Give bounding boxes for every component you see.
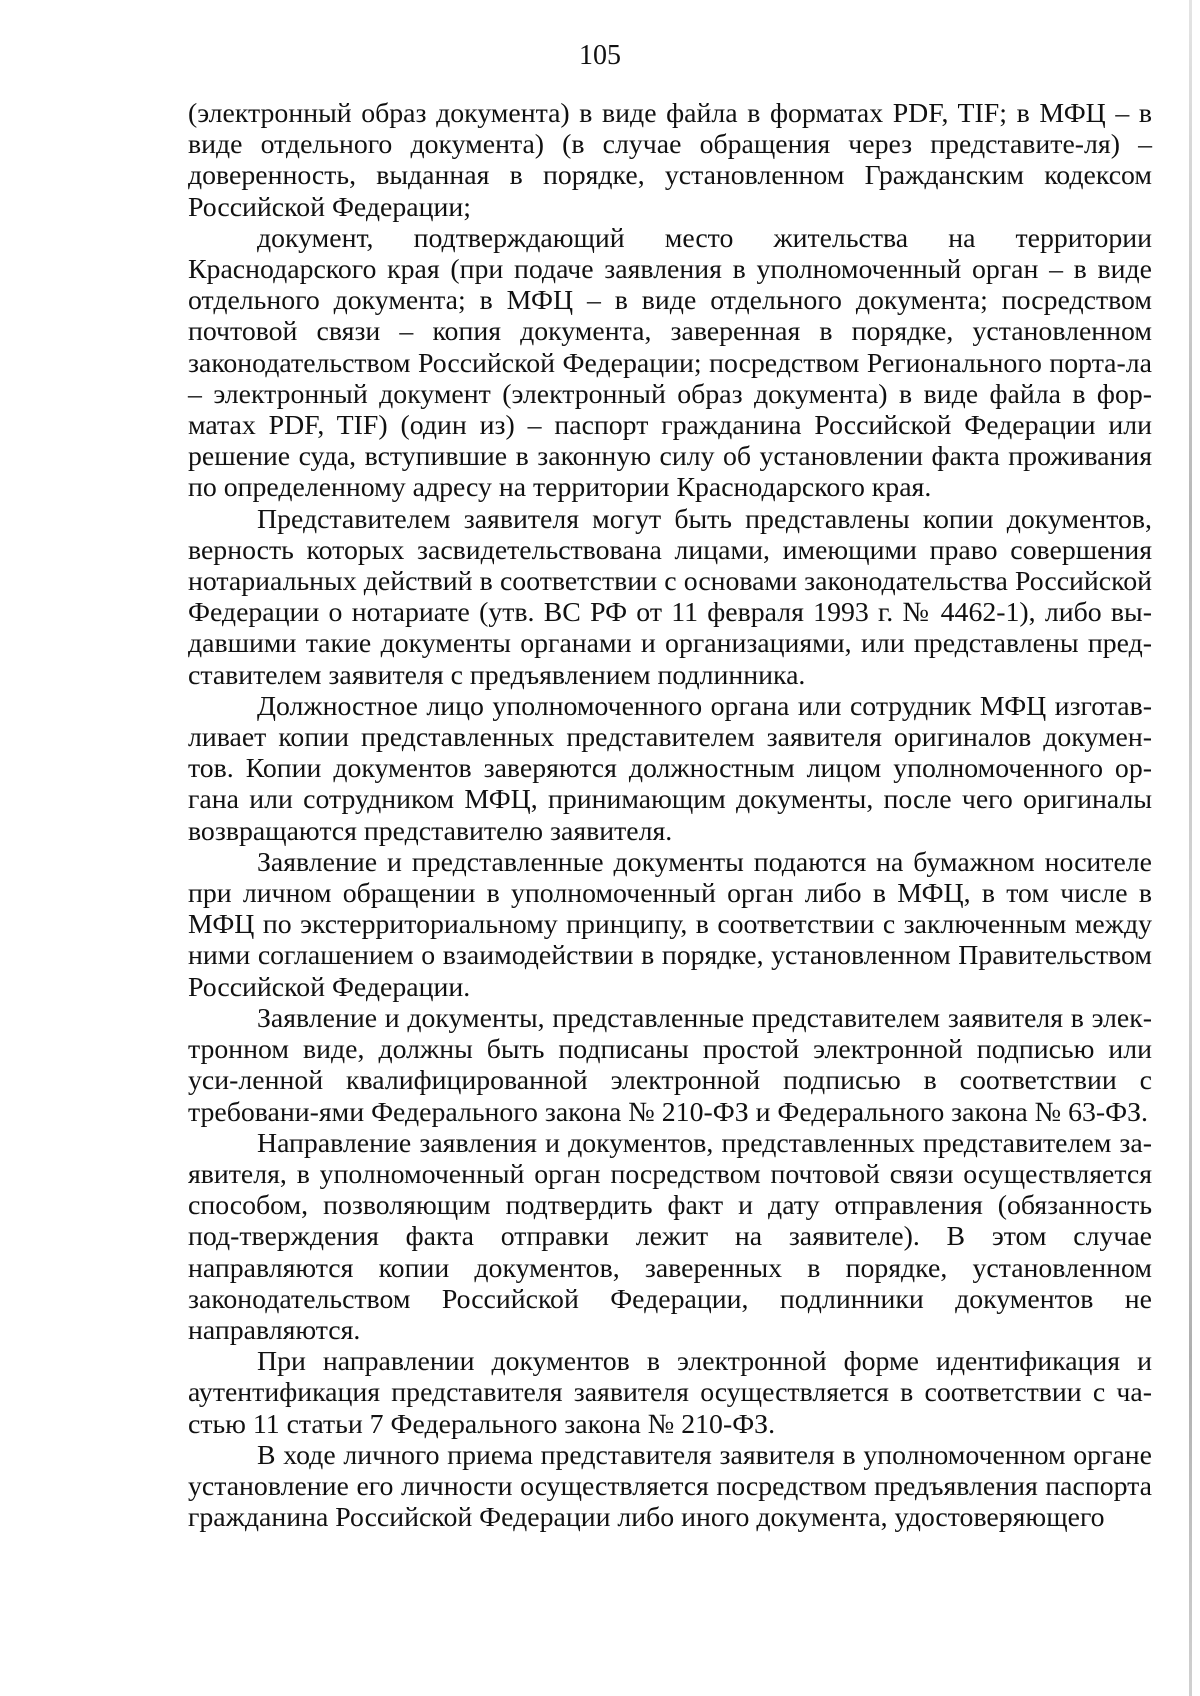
paragraph-5: Заявление и представленные документы подаются на бумажном носителе при личном обращении в уполномоченный орган либо в МФЦ, в том числе в МФЦ по экстерриториальному принципу, в соответствии с заключенным между ними соглашением о взаимодействии в порядке, установленном Правительством Российской Федерации.: [188, 846, 1152, 1003]
paragraph-1: (электронный образ документа) в виде файла в форматах PDF, TIF; в МФЦ – в виде отдельного документа) (в случае обращения через представите-ля) – доверенность, выданная в порядке, установленном Гражданским кодексом Российской Федерации;: [188, 98, 1152, 223]
paragraph-9: В ходе личного приема представителя заявителя в уполномоченном органе установление его личности осуществляется посредством предъявления паспорта гражданина Российской Федерации либо иного документа, удостоверяющего: [188, 1439, 1152, 1534]
paragraph-6: Заявление и документы, представленные представителем заявителя в элек-тронном виде, должны быть подписаны простой электронной подписью или уси-ленной квалифицированной электронной подписью в соответствии с требовани-ями Федерального закона № 210-ФЗ и Федерального закона № 63-ФЗ.: [188, 1002, 1152, 1128]
document-body: [188, 98, 1152, 1533]
paragraph-4: Должностное лицо уполномоченного органа или сотрудник МФЦ изготав-ливает копии представленных представителем заявителя оригиналов докумен-тов. Копии документов заверяются должностным лицом уполномоченного ор-гана или сотрудником МФЦ, принимающим документы, после чего оригиналы возвращаются представителю заявителя.: [188, 690, 1152, 847]
page-number: 105: [579, 40, 621, 71]
paragraph-8: При направлении документов в электронной форме идентификация и аутентификация представителя заявителя осуществляется в соответствии с ча-стью 11 статьи 7 Федерального закона № 210-ФЗ.: [188, 1346, 1152, 1440]
paragraph-7: Направление заявления и документов, представленных представителем за-явителя, в уполномоченный орган посредством почтовой связи осуществляется способом, позволяющим подтвердить факт и дату отправления (обязанность под-тверждения факта отправки лежит на заявителе). В этом случае направляются копии документов, заверенных в порядке, установленном законодательством Российской Федерации, подлинники документов не направляются.: [188, 1127, 1152, 1346]
paragraph-2: документ, подтверждающий место жительства на территории Краснодарского края (при подаче заявления в уполномоченный орган – в виде отдельного документа; в МФЦ – в виде отдельного документа; посредством почтовой связи – копия документа, заверенная в порядке, установленном законодательством Российской Федерации; посредством Регионального порта-ла – электронный документ (электронный образ документа) в виде файла в фор-матах PDF, TIF) (один из) – паспорт гражданина Российской Федерации или решение суда, вступившие в законную силу об установлении факта проживания по определенному адресу на территории Краснодарского края.: [188, 222, 1152, 504]
scan-edge-shadow: [1189, 0, 1192, 1696]
paragraph-3: Представителем заявителя могут быть представлены копии документов, верность которых засвидетельствована лицами, имеющими право совершения нотариальных действий в соответствии с основами законодательства Российской Федерации о нотариате (утв. ВС РФ от 11 февраля 1993 г. № 4462-1), либо вы-давшими такие документы органами и организациями, или представлены пред-ставителем заявителя с предъявлением подлинника.: [188, 503, 1152, 691]
